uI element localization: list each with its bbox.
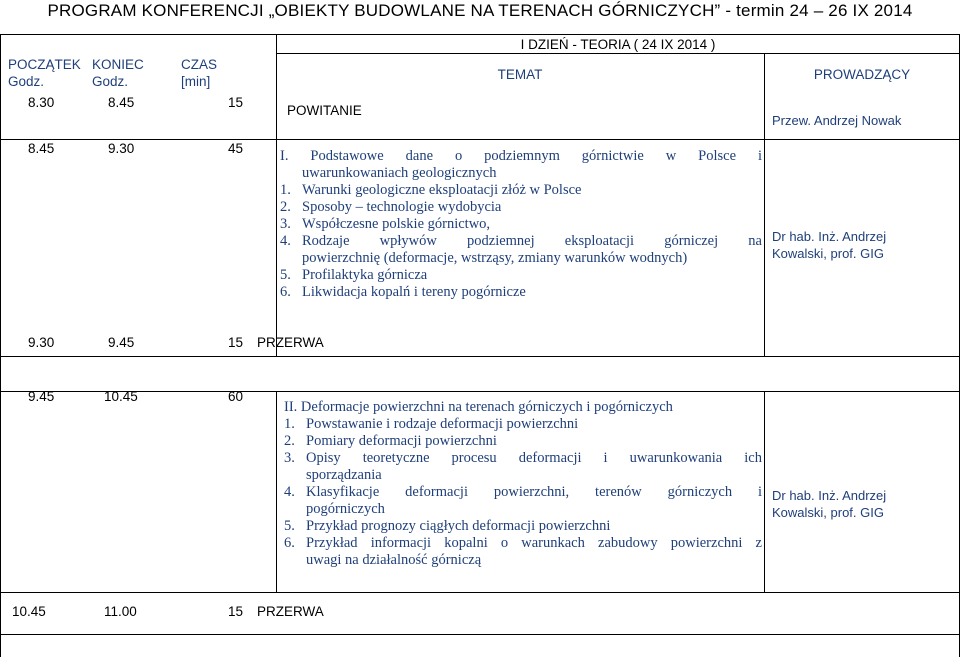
row-divider	[0, 139, 960, 140]
col-duration-sublabel: [min]	[181, 74, 211, 89]
session-topic	[284, 399, 762, 569]
break-label: PRZERWA	[257, 335, 324, 350]
list-item: 2. Pomiary deformacji powierzchni	[284, 433, 497, 449]
row-divider	[0, 592, 960, 593]
col-lead-label: PROWADZĄCY	[813, 67, 911, 82]
session-heading: I. Podstawowe dane o podziemnym górnictwie w Polsce i	[280, 148, 762, 164]
list-item: 5. Przykład prognozy ciągłych deformacji powierzchni	[284, 518, 611, 534]
table-top-border	[0, 34, 960, 35]
row-duration: 15	[228, 95, 244, 110]
row-start-time: 8.45	[28, 141, 55, 156]
list-item: 6. Przykład informacji kopalni o warunkach zabudowy powierzchni z	[284, 535, 762, 551]
row-start-time: 9.45	[28, 389, 55, 404]
col-topic-label: TEMAT	[497, 67, 543, 82]
day-header-divider	[276, 53, 960, 54]
row-duration: 45	[228, 141, 244, 156]
list-item: 3. Współczesne polskie górnictwo,	[280, 216, 491, 232]
column-divider	[764, 391, 765, 592]
row-duration: 60	[228, 389, 244, 404]
row-duration: 15	[228, 335, 244, 350]
list-item-cont: powierzchnię (deformacje, wstrząsy, zmiany warunków wodnych)	[302, 250, 688, 266]
col-start-label: POCZĄTEK	[8, 57, 81, 72]
row-topic: POWITANIE	[287, 103, 362, 118]
table-left-border	[0, 34, 1, 657]
list-item: 6. Likwidacja kopalń i tereny pogórnicze	[280, 284, 526, 300]
row-start-time: 10.45	[12, 604, 46, 619]
row-start-time: 9.30	[28, 335, 55, 350]
row-end-time: 9.30	[108, 141, 135, 156]
col-start-sublabel: Godz.	[8, 74, 45, 89]
session-heading: II. Deformacje powierzchni na terenach górniczych i pogórniczych	[284, 399, 673, 415]
day-header: I DZIEŃ - TEORIA ( 24 IX 2014 )	[520, 37, 716, 52]
session-topic	[280, 148, 762, 301]
row-end-time: 10.45	[104, 389, 138, 404]
session-heading-cont: uwarunkowaniach geologicznych	[302, 165, 497, 181]
row-lead: Dr hab. Inż. Andrzej	[772, 488, 887, 503]
row-divider	[0, 356, 960, 357]
row-end-time: 8.45	[108, 95, 135, 110]
page-title: PROGRAM KONFERENCJI „OBIEKTY BUDOWLANE NA TERENACH GÓRNICZYCH” - termin 24 – 26 IX 2014	[47, 1, 913, 20]
column-divider	[276, 391, 277, 592]
list-item: 1. Warunki geologiczne eksploatacji złóż w Polsce	[280, 182, 582, 198]
row-lead-cont: Kowalski, prof. GIG	[772, 505, 884, 520]
list-item: 1. Powstawanie i rodzaje deformacji powierzchni	[284, 416, 579, 432]
row-end-time: 9.45	[108, 335, 135, 350]
row-duration: 15	[228, 604, 244, 619]
break-label: PRZERWA	[257, 604, 324, 619]
row-start-time: 8.30	[28, 95, 55, 110]
list-item-cont: sporządzania	[306, 467, 382, 483]
list-item: 2. Sposoby – technologie wydobycia	[280, 199, 502, 215]
list-item: 3. Opisy teoretyczne procesu deformacji i uwarunkowania ich	[284, 450, 762, 466]
row-lead: Dr hab. Inż. Andrzej	[772, 229, 887, 244]
col-end-sublabel: Godz.	[92, 74, 129, 89]
list-item: 5. Profilaktyka górnicza	[280, 267, 428, 283]
row-divider	[0, 634, 960, 635]
row-lead-cont: Kowalski, prof. GIG	[772, 246, 884, 261]
program-table	[0, 34, 960, 657]
row-end-time: 11.00	[104, 604, 137, 619]
list-item: 4. Klasyfikacje deformacji powierzchni, terenów górniczych i	[284, 484, 762, 500]
row-divider	[0, 391, 960, 392]
col-end-label: KONIEC	[92, 57, 144, 72]
col-duration-label: CZAS	[181, 57, 218, 72]
list-item: 4. Rodzaje wpływów podziemnej eksploatacji górniczej na	[280, 233, 762, 249]
list-item-cont: uwagi na działalność górniczą	[306, 552, 482, 568]
row-lead: Przew. Andrzej Nowak	[772, 113, 902, 128]
column-divider	[764, 53, 765, 356]
list-item-cont: pogórniczych	[306, 501, 385, 517]
